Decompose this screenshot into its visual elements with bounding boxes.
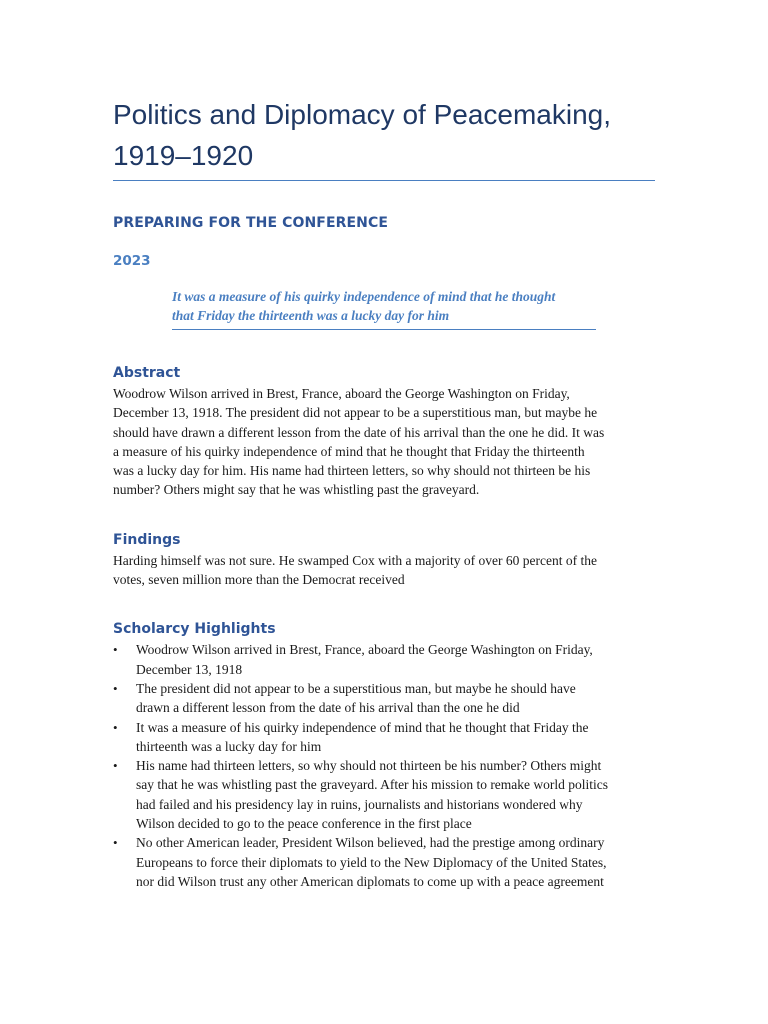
highlights-list xyxy=(113,640,655,891)
list-item-line: Wilson decided to go to the peace conference in the first place xyxy=(136,816,472,832)
findings-line: votes, seven million more than the Democrat received xyxy=(113,572,405,588)
list-item-line: had failed and his presidency lay in ruins, journalists and historians wondered why xyxy=(136,796,583,812)
list-item-line: thirteenth was a lucky day for him xyxy=(136,738,322,754)
list-item-line: Woodrow Wilson arrived in Brest, France, aboard the George Washington on Friday, xyxy=(136,642,593,658)
list-item-line: It was a measure of his quirky independence of mind that he thought that Friday the xyxy=(136,719,589,735)
list-item xyxy=(113,640,655,679)
abstract-line: Woodrow Wilson arrived in Brest, France, aboard the George Washington on Friday, xyxy=(113,386,570,401)
abstract-line: December 13, 1918. The president did not appear to be a superstitious man, but maybe he xyxy=(113,405,598,421)
pull-quote-line-1: It was a measure of his quirky independence of mind that he thought xyxy=(172,289,556,304)
pull-quote-line-2: that Friday the thirteenth was a lucky day for him xyxy=(172,308,450,323)
list-item xyxy=(113,756,655,833)
list-item-line: Europeans to force their diplomats to yield to the New Diplomacy of the United States, xyxy=(136,854,607,870)
abstract-line: was a lucky day for him. His name had thirteen letters, so why should not thirteen be his xyxy=(113,463,591,479)
abstract-line: should have drawn a different lesson from the date of his arrival than the one he did. It was xyxy=(113,424,605,440)
findings-text xyxy=(113,551,655,590)
abstract-line: a measure of his quirky independence of mind that he thought that Friday the thirteenth xyxy=(113,443,585,459)
findings-heading: Findings xyxy=(113,531,181,548)
list-item-line: The president did not appear to be a superstitious man, but maybe he should have xyxy=(136,680,576,696)
list-item xyxy=(113,718,655,757)
list-item xyxy=(113,679,655,718)
list-item-line: nor did Wilson trust any other American diplomats to come up with a peace agreement xyxy=(136,873,604,889)
list-item-line: drawn a different lesson from the date of his arrival than the one he did xyxy=(136,700,520,716)
list-item-line: His name had thirteen letters, so why should not thirteen be his number? Others might xyxy=(136,758,602,774)
document-title-line-2: 1919–1920 xyxy=(113,140,254,171)
highlights-heading: Scholarcy Highlights xyxy=(113,621,276,638)
list-item xyxy=(113,833,655,891)
abstract-line: number? Others might say that he was whistling past the graveyard. xyxy=(113,482,480,498)
list-item-line: December 13, 1918 xyxy=(136,661,243,677)
section-heading: PREPARING FOR THE CONFERENCE xyxy=(113,215,389,231)
bullet-icon: • xyxy=(113,680,118,696)
list-item-line: say that he was whistling past the graveyard. After his mission to remake world politics xyxy=(136,777,609,793)
document-page xyxy=(113,94,655,891)
bullet-icon: • xyxy=(113,835,118,851)
pull-quote xyxy=(172,287,596,330)
document-title-line-1: Politics and Diplomacy of Peacemaking, xyxy=(113,99,612,130)
list-item-line: No other American leader, President Wilson believed, had the prestige among ordinary xyxy=(136,835,605,851)
abstract-heading: Abstract xyxy=(113,365,181,381)
publication-year: 2023 xyxy=(113,253,151,269)
bullet-icon: • xyxy=(113,719,118,735)
abstract-text xyxy=(113,384,655,500)
bullet-icon: • xyxy=(113,758,118,774)
bullet-icon: • xyxy=(113,642,118,658)
findings-line: Harding himself was not sure. He swamped Cox with a majority of over 60 percent of the xyxy=(113,552,598,568)
document-title xyxy=(113,94,655,181)
